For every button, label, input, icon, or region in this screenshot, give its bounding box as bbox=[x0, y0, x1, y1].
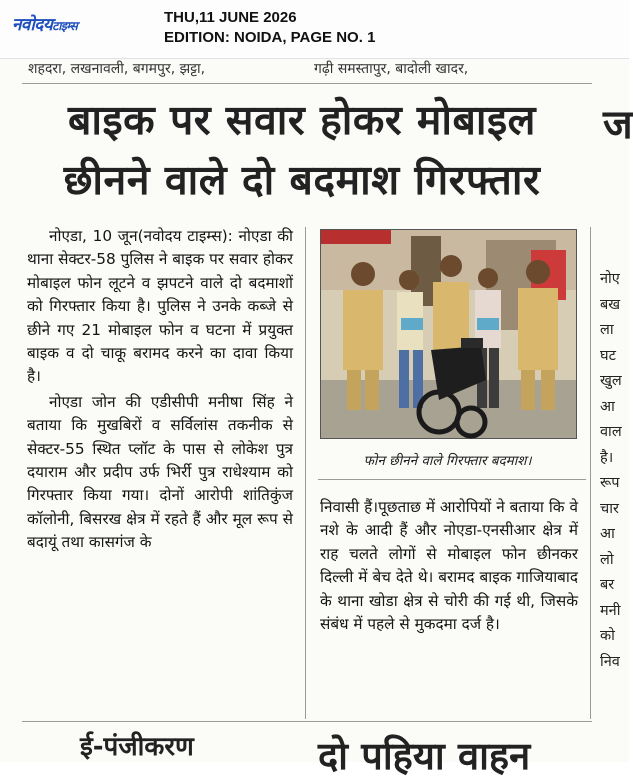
headline-line-1: बाइक पर सवार होकर मोबाइल bbox=[68, 96, 536, 144]
article-photo[interactable] bbox=[320, 229, 577, 439]
caption-rule bbox=[318, 479, 586, 480]
next-story-line: घट bbox=[600, 347, 616, 364]
next-story-line: मनी bbox=[600, 602, 621, 619]
next-story-line: लो bbox=[600, 551, 614, 568]
next-story-line: नोए bbox=[600, 271, 620, 287]
article-paragraph-3: निवासी हैं।पूछताछ में आरोपियों ने बताया कि वे नशे के आदी हैं और नोएडा-एनसीआर क्षेत्र में राह चलते लोगों से मोबाइल फोन छीनकर दिल्ली में बेच देते थे। बरामद बाइक गाजियाबाद के थाना खोडा क्षेत्र से चोरी की गई थी, जिसके संबंध में पहले से मुकदमा दर्ज है। bbox=[320, 498, 578, 634]
next-story-line: ला bbox=[600, 322, 614, 338]
bottom-story-heading-left: ई-पंजीकरण bbox=[80, 732, 194, 762]
photo-caption: फोन छीनने वाले गिरफ्तार बदमाश। bbox=[363, 453, 532, 469]
next-story-line: वाल bbox=[600, 424, 622, 440]
next-story-line: चार bbox=[600, 500, 619, 517]
masthead-bar bbox=[0, 0, 629, 59]
article-column-2 bbox=[320, 496, 578, 636]
police-with-suspects-photo bbox=[321, 230, 576, 438]
next-story-line: आ bbox=[600, 526, 615, 542]
edition-info bbox=[164, 8, 375, 48]
column-divider bbox=[305, 227, 306, 719]
next-story-line: खुल bbox=[600, 373, 622, 389]
bottom-story-heading-right: दो पहिया वाहन bbox=[318, 734, 531, 778]
article-paragraph-1: नोएडा, 10 जून(नवोदय टाइम्स): नोएडा की थाना सेक्टर-58 पुलिस ने बाइक पर सवार होकर मोबाइल फोन लूटने व झपटने वाले दो बदमाशों को गिरफ्तार किया है। पुलिस ने उनके कब्जे से छीने गए 21 मोबाइल फोन व घटना में प्रयुक्त बाइक व दो चाकू बरामद करने का दावा किया है। bbox=[27, 227, 293, 386]
prev-story-fragment-right: गढ़ी समस्तापुर, बादोली खादर, bbox=[314, 61, 469, 77]
headline-line-2: छीनने वाले दो बदमाश गिरफ्तार bbox=[63, 156, 541, 204]
prev-story-fragment-left: शहदरा, लखनावली, बगमपुर, झट्टा, bbox=[28, 61, 206, 77]
next-story-line: को bbox=[600, 628, 615, 644]
logo-main-text: नवोदय bbox=[12, 15, 53, 35]
next-story-line: है। bbox=[600, 449, 614, 466]
next-story-line: रूप bbox=[600, 475, 620, 491]
next-story-headline-fragment: ज bbox=[603, 102, 633, 148]
next-story-line: बख bbox=[600, 296, 621, 313]
article-column-1 bbox=[27, 225, 293, 555]
logo-sub-text: टाइम्स bbox=[52, 19, 78, 33]
next-story-line: बर bbox=[600, 577, 615, 593]
next-story-line: आ bbox=[600, 398, 615, 415]
edition-page: EDITION: NOIDA, PAGE NO. 1 bbox=[164, 29, 376, 46]
newspaper-logo[interactable] bbox=[12, 12, 77, 35]
article-paragraph-2: नोएडा जोन की एडीसीपी मनीषा सिंह ने बताया कि मुखबिरों व सर्विलांस तकनीक से सेक्टर-55 स्थित प्लॉट के पास से लोकेश पुत्र दयाराम और प्रदीप उर्फ भिर्री पुत्र राधेश्याम को गिरफ्तार किया गया। दोनों आरोपी शांतिकुंज कॉलोनी, बिसरख क्षेत्र में रहते हैं और मूल रूप से बदायूं तथा कासगंज के bbox=[27, 392, 293, 552]
bottom-rule bbox=[22, 721, 592, 722]
issue-date: THU,11 JUNE 2026 bbox=[164, 9, 297, 26]
newspaper-page bbox=[0, 59, 633, 778]
next-story-line: निव bbox=[600, 653, 620, 670]
top-rule bbox=[22, 83, 592, 84]
right-column-divider bbox=[590, 227, 591, 719]
next-story-column bbox=[600, 267, 629, 707]
